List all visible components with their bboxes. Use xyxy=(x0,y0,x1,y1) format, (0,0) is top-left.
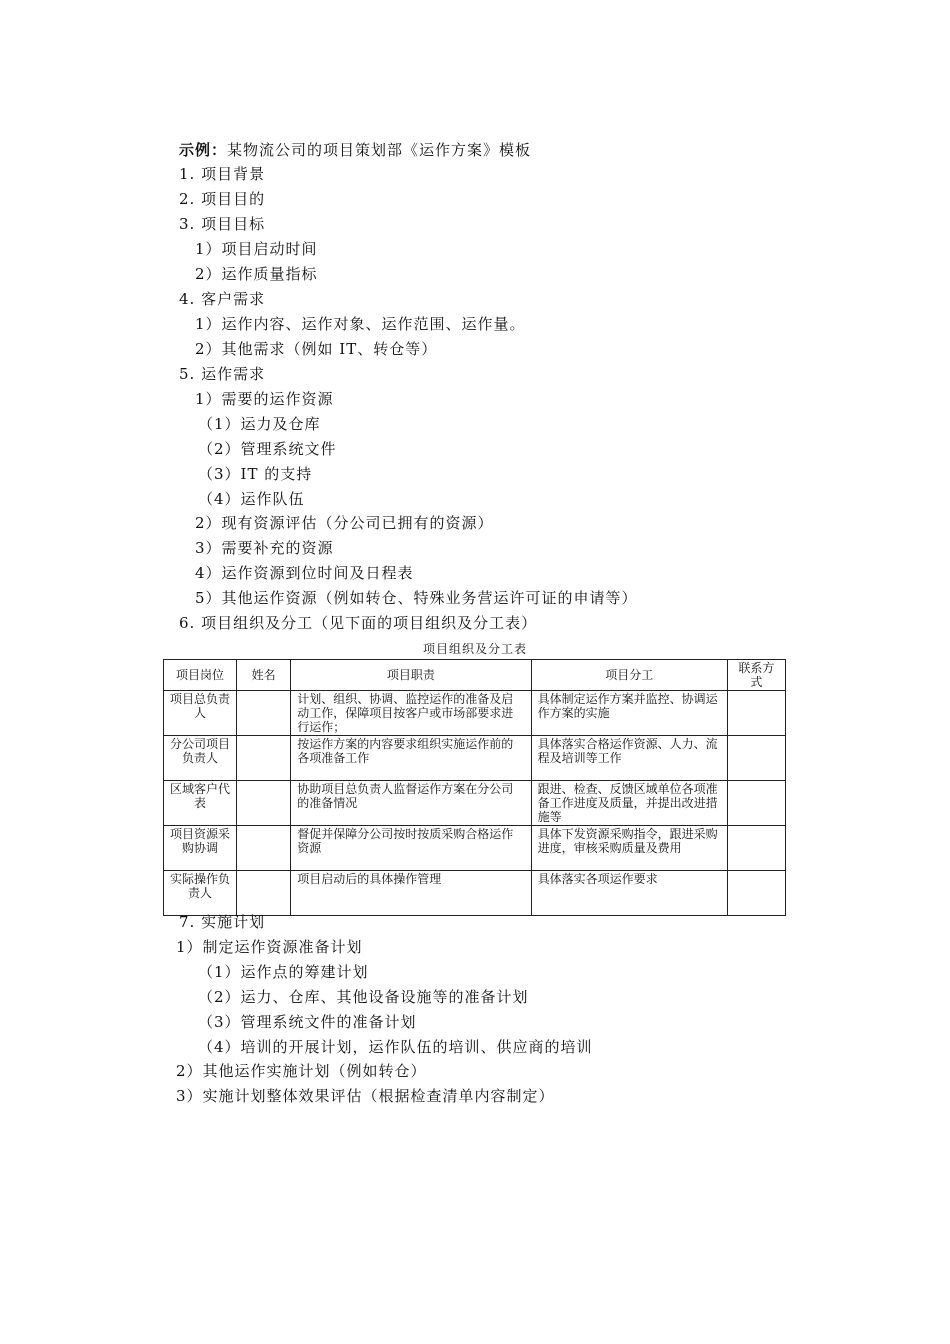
outline-item: 4. 客户需求 xyxy=(179,290,266,308)
cell-duty: 督促并保障分公司按时按质采购合格运作资源 xyxy=(291,826,531,871)
outline-subsubitem: （3）IT 的支持 xyxy=(198,465,313,483)
heading-lead: 示例： xyxy=(179,141,228,159)
table-row xyxy=(164,736,786,781)
outline-subitem: 1）运作内容、运作对象、运作范围、运作量。 xyxy=(195,315,526,333)
outline-subitem: 2）其他运作实施计划（例如转仓） xyxy=(176,1062,427,1080)
cell-duty: 计划、组织、协调、监控运作的准备及启动工作，保障项目按客户或市场部要求进行运作； xyxy=(291,691,531,736)
cell-division: 跟进、检查、反馈区域单位各项准备工作进度及质量，并提出改进措施等 xyxy=(531,781,727,826)
cell-role: 分公司项目负责人 xyxy=(164,736,237,781)
cell-duty: 协助项目总负责人监督运作方案在分公司的准备情况 xyxy=(291,781,531,826)
outline-subitem: 2）其他需求（例如 IT、转仓等） xyxy=(195,340,438,358)
outline-item: 6. 项目组织及分工（见下面的项目组织及分工表） xyxy=(179,614,538,632)
cell-contact xyxy=(727,691,785,736)
cell-name xyxy=(237,781,291,826)
outline-subitem: 4）运作资源到位时间及日程表 xyxy=(195,564,414,582)
outline-subsubitem: （1）运作点的筹建计划 xyxy=(198,963,369,981)
header-division: 项目分工 xyxy=(531,660,727,691)
cell-role: 项目资源采购协调 xyxy=(164,826,237,871)
table-row xyxy=(164,781,786,826)
outline-subitem: 2）现有资源评估（分公司已拥有的资源） xyxy=(195,514,494,532)
table-row xyxy=(164,691,786,736)
cell-role: 项目总负责人 xyxy=(164,691,237,736)
cell-name xyxy=(237,871,291,916)
outline-subsubitem: （3）管理系统文件的准备计划 xyxy=(198,1013,417,1031)
outline-subsubitem: （4）运作队伍 xyxy=(198,490,305,508)
outline-item: 3. 项目目标 xyxy=(179,215,266,233)
outline-item: 7. 实施计划 xyxy=(179,913,266,931)
header-name: 姓名 xyxy=(237,660,291,691)
outline-subsubitem: （4）培训的开展计划，运作队伍的培训、供应商的培训 xyxy=(198,1038,593,1056)
outline-subsubitem: （2）管理系统文件 xyxy=(198,440,337,458)
outline-item: 1. 项目背景 xyxy=(179,165,266,183)
table-header-row xyxy=(164,660,786,691)
cell-division: 具体落实合格运作资源、人力、流程及培训等工作 xyxy=(531,736,727,781)
outline-item: 2. 项目目的 xyxy=(179,190,266,208)
cell-division: 具体制定运作方案并监控、协调运作方案的实施 xyxy=(531,691,727,736)
outline-subitem: 3）需要补充的资源 xyxy=(195,539,334,557)
header-duty: 项目职责 xyxy=(291,660,531,691)
table-row xyxy=(164,871,786,916)
outline-subsubitem: （1）运力及仓库 xyxy=(198,415,321,433)
outline-subitem: 2）运作质量指标 xyxy=(195,265,318,283)
outline-subsubitem: （2）运力、仓库、其他设备设施等的准备计划 xyxy=(198,988,529,1006)
outline-subitem: 1）制定运作资源准备计划 xyxy=(176,938,363,956)
table-row xyxy=(164,826,786,871)
cell-name xyxy=(237,826,291,871)
cell-contact xyxy=(727,826,785,871)
cell-contact xyxy=(727,871,785,916)
header-contact: 联系方式 xyxy=(727,660,785,691)
cell-division: 具体落实各项运作要求 xyxy=(531,871,727,916)
cell-duty: 按运作方案的内容要求组织实施运作前的各项准备工作 xyxy=(291,736,531,781)
header-role: 项目岗位 xyxy=(164,660,237,691)
cell-name xyxy=(237,736,291,781)
outline-subitem: 1）项目启动时间 xyxy=(195,240,318,258)
cell-role: 实际操作负责人 xyxy=(164,871,237,916)
cell-contact xyxy=(727,781,785,826)
outline-subitem: 1）需要的运作资源 xyxy=(195,390,334,408)
heading-text: 某物流公司的项目策划部《运作方案》模板 xyxy=(227,141,532,159)
outline-item: 5. 运作需求 xyxy=(179,365,266,383)
cell-division: 具体下发资源采购指令，跟进采购进度，审核采购质量及费用 xyxy=(531,826,727,871)
cell-name xyxy=(237,691,291,736)
cell-role: 区域客户代表 xyxy=(164,781,237,826)
document-heading xyxy=(179,140,531,160)
cell-duty: 项目启动后的具体操作管理 xyxy=(291,871,531,916)
project-organization-table xyxy=(163,659,786,916)
cell-contact xyxy=(727,736,785,781)
outline-subitem: 3）实施计划整体效果评估（根据检查清单内容制定） xyxy=(176,1087,555,1105)
outline-subitem: 5）其他运作资源（例如转仓、特殊业务营运许可证的申请等） xyxy=(195,589,638,607)
table-caption: 项目组织及分工表 xyxy=(422,642,527,656)
